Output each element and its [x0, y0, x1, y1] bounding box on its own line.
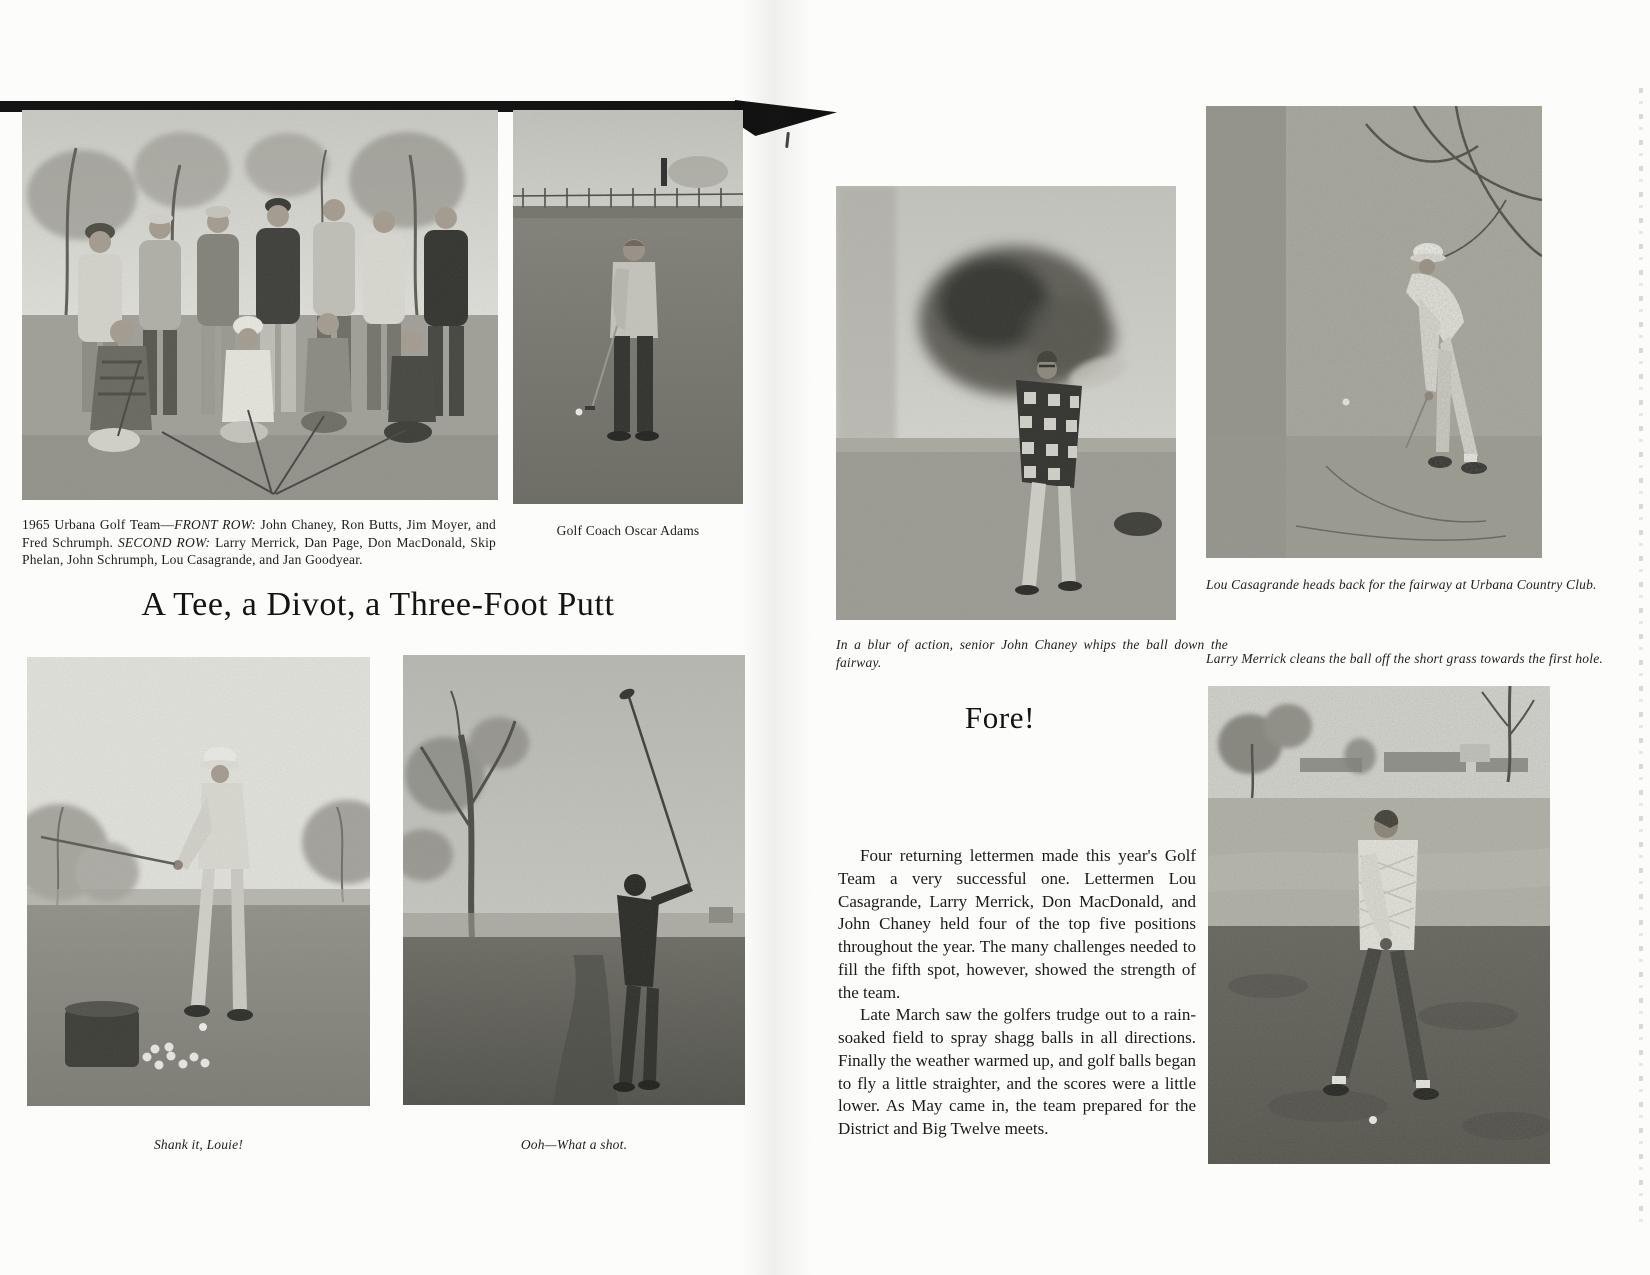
team-caption-front-names: John Chaney, Ron Butts, Jim Moyer, and Fred Schrumph. [22, 517, 496, 550]
lou-photo-caption: Lou Casagrande heads back for the fairway at Urbana Country Club. [1206, 577, 1597, 592]
right-page-headline: Fore! [964, 700, 1036, 735]
page-gutter-shadow [742, 0, 812, 1275]
blur-photo-caption: In a blur of action, senior John Chaney whips the ball down the fairway. [836, 637, 1228, 670]
ooh-photo-caption: Ooh—What a shot. [520, 1137, 628, 1152]
team-photo-caption [22, 516, 496, 569]
team-caption-front-label: FRONT ROW: [174, 517, 256, 532]
larry-photo-caption: Larry Merrick cleans the ball off the short grass towards the first hole. [1206, 651, 1603, 666]
lou-photo-art [1206, 106, 1542, 558]
larry-photo [1208, 686, 1550, 1164]
team-caption-second-label: SECOND ROW: [117, 534, 211, 550]
shank-photo [27, 657, 370, 1106]
coach-photo-caption: Golf Coach Oscar Adams [556, 523, 700, 538]
larry-photo-art [1208, 686, 1550, 1164]
left-page-headline: A Tee, a Divot, a Three-Foot Putt [141, 586, 615, 623]
shank-photo-art [27, 657, 370, 1106]
team-caption-lead: 1965 Urbana Golf Team— [22, 517, 175, 532]
article-paragraph-2: Late March saw the golfers trudge out to a rain-soaked field to spray shagg balls in all directions. Finally the weather warmed up, and golf balls began to fly a little straighter, and the scores were a little lower. As May came in, the team prepared for the District and Big Twelve meets. [838, 1005, 1196, 1139]
lou-photo [1206, 106, 1542, 558]
team-caption-second-names: Larry Merrick, Dan Page, Don MacDonald, Skip Phelan, John Schrumph, Lou Casagrande, and Jan Goodyear. [22, 534, 496, 568]
team-photo [22, 110, 498, 500]
blur-photo-art [836, 186, 1176, 620]
coach-photo [513, 110, 743, 504]
article-body [838, 845, 1196, 1141]
coach-photo-art [513, 110, 743, 504]
ooh-photo-art [403, 655, 745, 1105]
shank-photo-caption: Shank it, Louie! [153, 1137, 244, 1152]
article-paragraph-1: Four returning lettermen made this year's Golf Team a very successful one. Lettermen Lou Casagrande, Larry Merrick, Don MacDonald, and John Chaney held four of the top five positions throughout the year. The many challenges needed to fill the fifth spot, however, showed the strength of the team. [838, 846, 1196, 1002]
blur-action-photo [836, 186, 1176, 620]
ooh-photo [403, 655, 745, 1105]
team-photo-art [22, 110, 498, 500]
